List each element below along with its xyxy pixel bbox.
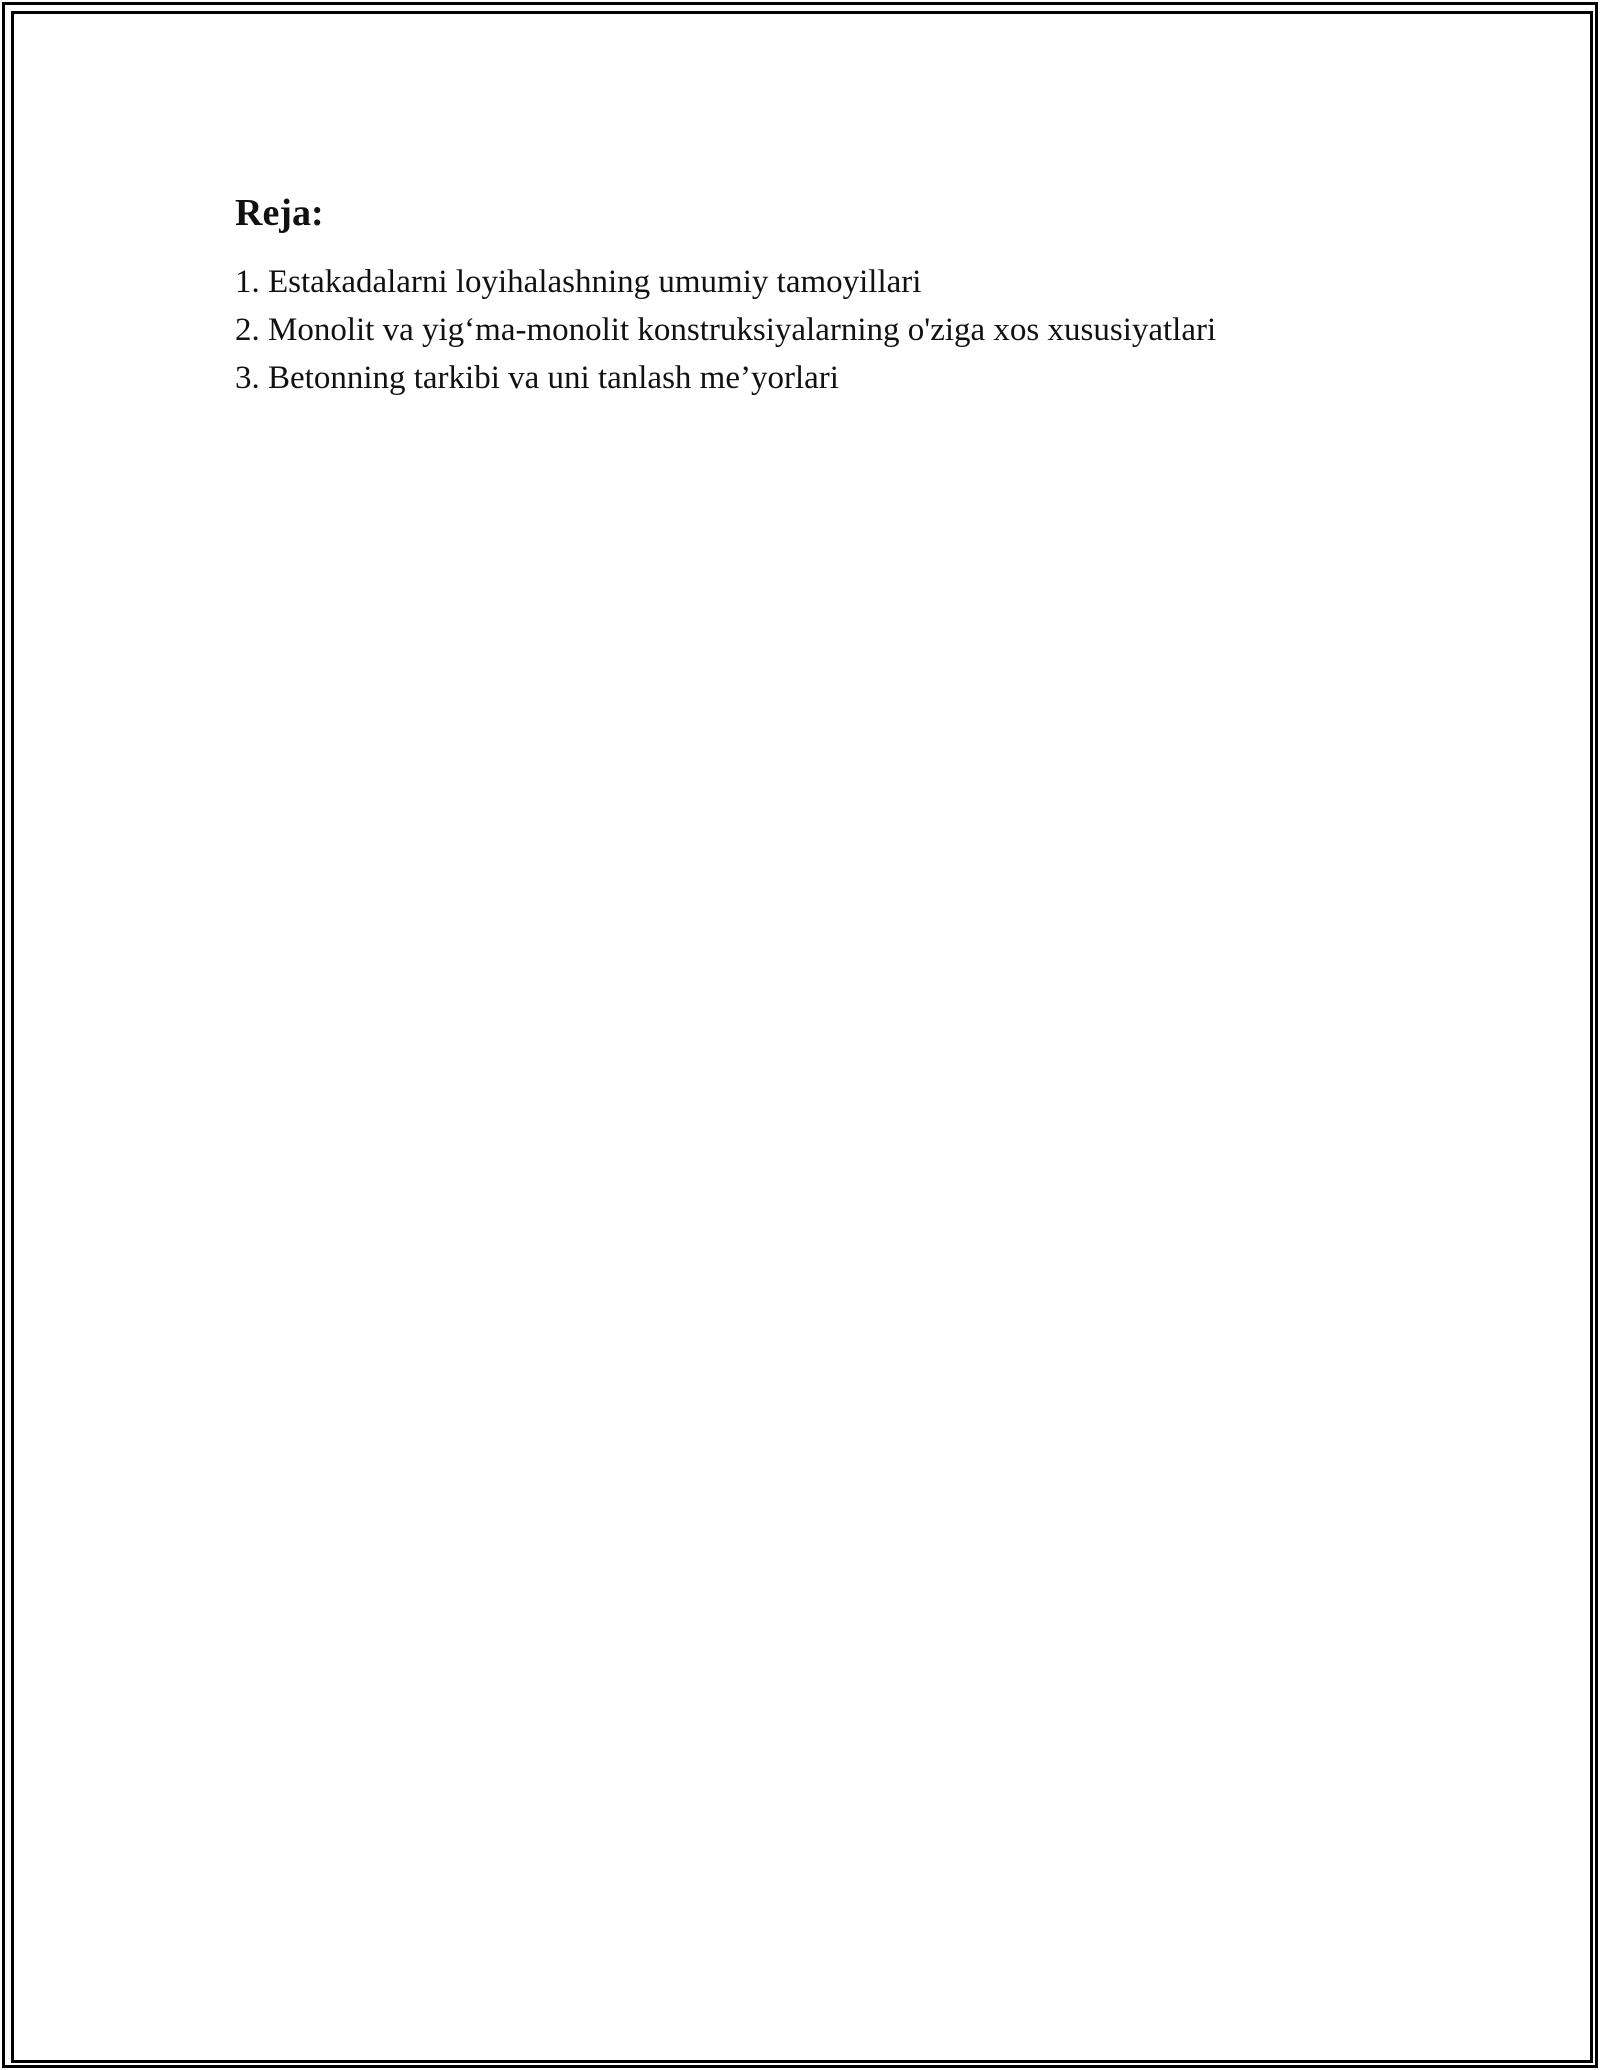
plan-item-2: 2. Monolit va yig‘ma-monolit konstruksiyalarning o'ziga xos xususiyatlari [235,312,1217,348]
plan-heading: Reja: [235,192,324,234]
document-content [235,180,1435,402]
plan-item-1: 1. Estakadalarni loyihalashning umumiy tamoyillari [235,264,922,300]
plan-item-3: 3. Betonning tarkibi va uni tanlash me’yorlari [235,360,839,396]
plan-list [235,258,1435,402]
